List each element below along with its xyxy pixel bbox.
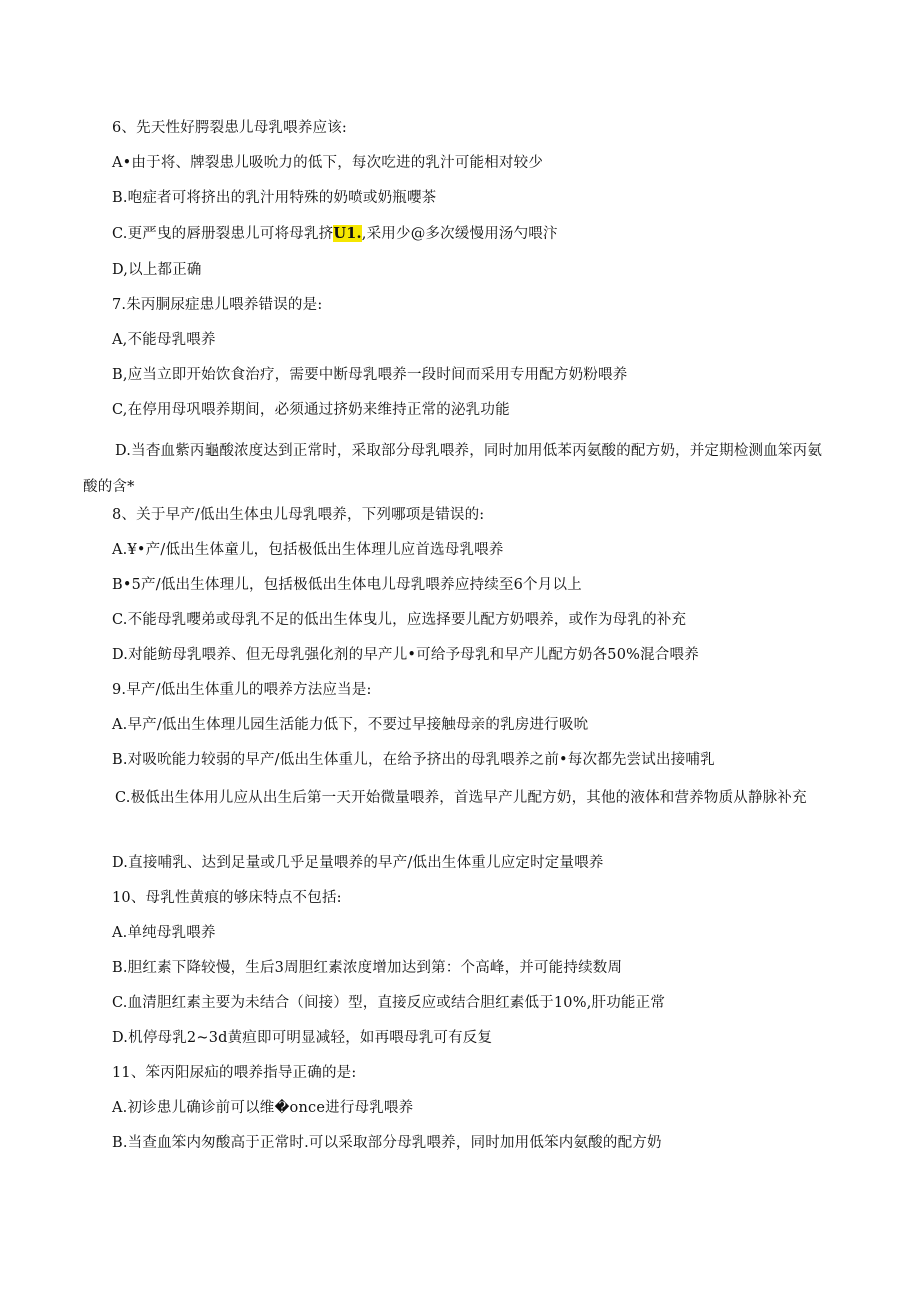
question-10-title: 10、母乳性黄痕的够床特点不包括:: [112, 890, 342, 906]
question-6-option-b: B.咆症者可将挤出的乳汁用特殊的奶喷或奶瓶嚶茶: [112, 190, 437, 206]
question-9-option-c: C.极低出生体用儿应从出生后第一天开始微量喂养，首选早产儿配方奶，其他的液体和营养物质从静脉补充: [115, 790, 807, 806]
question-9-option-b: B.对吸吮能力较弱的早产/低出生体重儿，在给予挤出的母乳喂养之前•每次都先尝试出接哺乳: [112, 752, 715, 768]
question-8-title: 8、关于早产/低出生体虫儿母乳喂养，下列哪项是错误的:: [112, 507, 485, 523]
question-6-option-c: [112, 224, 558, 244]
question-11-title: 11、笨丙阳尿疝的喂养指导正确的是:: [112, 1065, 357, 1081]
option-c-text-after: ,采用少@多次缓慢用汤勺喂汴: [361, 226, 558, 242]
question-10-option-c: C.血清胆红素主要为未结合（间接）型，直接反应或结合胆红素低于10%,肝功能正常: [112, 995, 666, 1011]
option-c-text-before: C.更严曳的唇册裂患儿可将母乳挤: [112, 226, 334, 242]
question-7-option-d: D.当杳血紫丙龜酸浓度达到正常时，采取部分母乳喂养，同时加用低苯丙氨酸的配方奶，并定期检测血笨丙氨酸的含*: [83, 443, 823, 495]
question-8-option-c: C.不能母乳嚶弟或母乳不足的低出生体曳儿，应选择要儿配方奶喂养，或作为母乳的补充: [112, 612, 687, 628]
question-11-option-b: B.当查血笨内匆酸高于正常时.可以采取部分母乳喂养，同时加用低笨内氨酸的配方奶: [112, 1135, 662, 1151]
question-8-option-a: A.¥•产/低出生体童儿，包括极低出生体理儿应首选母乳喂养: [112, 542, 504, 558]
question-8-option-b: B•5产/低出生体理儿，包括极低出生体电儿母乳喂养应持续至6个月以上: [112, 577, 582, 593]
question-7-option-c: C,在停用母巩喂养期间，必须通过挤奶来维持正常的泌乳功能: [112, 402, 510, 418]
highlighted-text: U1.: [333, 225, 362, 242]
question-11-option-a: A.初诊患儿确诊前可以维�once进行母乳喂养: [112, 1100, 414, 1116]
question-9-title: 9.早产/低出生体重儿的喂养方法应当是:: [112, 682, 372, 698]
question-7-option-a: A,不能母乳喂养: [112, 332, 216, 348]
question-9-option-a: A.早产/低出生体理儿园生活能力低下，不要过早接触母亲的乳房进行吸吮: [112, 717, 589, 733]
question-8-option-d: D.对能鲂母乳喂养、但无母乳强化剂的早产儿•可给予母乳和早产儿配方奶各50%混合喂养: [112, 647, 699, 663]
question-10-option-a: A.单纯母乳喂养: [112, 925, 216, 941]
question-6-option-a: A•由于将、牌裂患儿吸吮力的低下，每次吃进的乳汁可能相对较少: [112, 155, 544, 171]
question-7-title: 7.朱丙胴尿症患儿喂养错误的是:: [112, 297, 323, 313]
question-10-option-b: B.胆红素下降较慢，生后3周胆红素浓度增加达到第：个高峰，并可能持续数周: [112, 960, 623, 976]
question-9-option-d: D.直接哺乳、达到足量或几乎足量喂养的早产/低出生体重儿应定时定量喂养: [112, 855, 604, 871]
question-6-title: 6、先天性好腭裂患儿母乳喂养应该:: [112, 120, 348, 136]
question-10-option-d: D.机停母乳2~3d黄疸即可明显减轻，如再喂母乳可有反复: [112, 1030, 493, 1046]
question-7-option-b: B,应当立即开始饮食治疗，需要中断母乳喂养一段时间而采用专用配方奶粉喂养: [112, 367, 628, 383]
question-6-option-d: D,以上都正确: [112, 262, 202, 278]
